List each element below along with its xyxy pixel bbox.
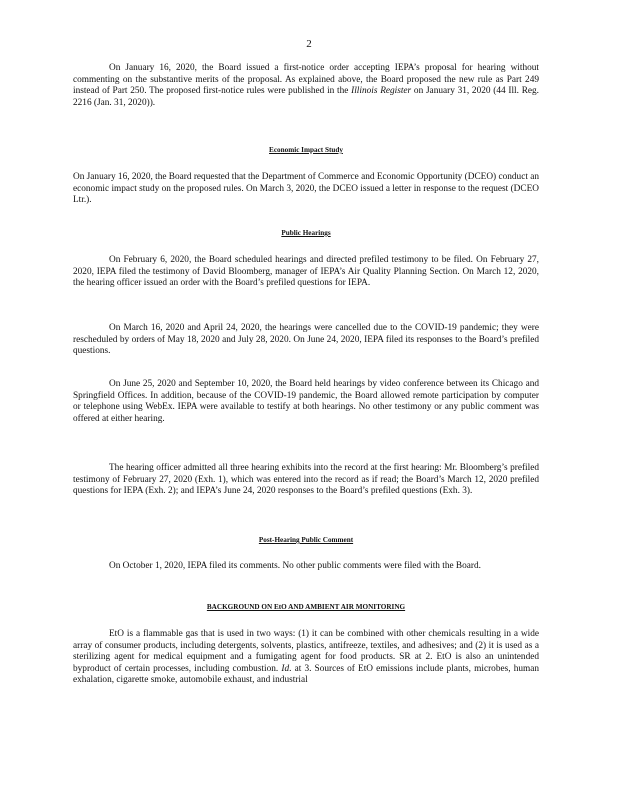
paragraph-eto-background-text-b: . at 3. Sources of EtO emissions include plants, microbes, human exhalation, cigarette smoke, automobile exhaust, and industrial [73, 663, 539, 686]
paragraph-economic-impact: On January 16, 2020, the Board requested that the Department of Commerce and Economic Opportunity (DCEO) conduct an economic impact study on the proposed rules. On March 3, 2020, the DCEO issued a letter in response to the request (DCEO Ltr.). [73, 172, 540, 206]
heading-public-hearings-text: Public Hearings [281, 229, 331, 237]
heading-economic-impact-study-text: Economic Impact Study [269, 146, 343, 154]
heading-background-eto-text: BACKGROUND ON EtO AND AMBIENT AIR MONITORING [206, 603, 406, 611]
paragraph-eto-background-text-a: EtO is a flammable gas that is used in two ways: (1) it can be combined with other chemicals resulting in a wide array of consumer products, including detergents, solvents, plastics, antifreeze, textiles, and adhesives; and (2) it is used as a sterilizing agent for medical equipment and a fumigating agent for food products. SR at 2. EtO is also an unintended byproduct of certain processes, including combustion. [73, 629, 539, 674]
paragraph-first-notice-text-a: On January 16, 2020, the Board issued a first-notice order accepting IEPA’s proposal for hearing without commenting on the substantive merits of the proposal. As explained above, the Board proposed the new rule as Part 249 instead of Part 250. The proposed first-notice rules were published in the [73, 63, 539, 97]
id-citation: Id [281, 663, 290, 674]
heading-public-hearings [73, 228, 539, 238]
paragraph-video-hearings: On June 25, 2020 and September 10, 2020, the Board held hearings by video conference between its Chicago and Springfield Offices. In addition, because of the COVID-19 pandemic, the Board allowed remote participation by computer or telephone using WebEx. IEPA were available to testify at both hearings. No other testimony or any public comment was offered at either hearing. [73, 379, 539, 424]
paragraph-scheduled-hearings: On February 6, 2020, the Board scheduled hearings and directed prefiled testimony to be filed. On February 27, 2020, IEPA filed the testimony of David Bloomberg, manager of IEPA’s Air Quality Planning Section. On March 12, 2020, the hearing officer issued an order with the Board’s prefiled questions for IEPA. [73, 255, 539, 289]
page-number: 2 [306, 38, 312, 50]
heading-post-hearing-public-comment [73, 535, 539, 545]
paragraph-iepa-comments: On October 1, 2020, IEPA filed its comments. No other public comments were filed with the Board. [109, 561, 481, 571]
paragraph-hearing-exhibits: The hearing officer admitted all three hearing exhibits into the record at the first hearing: Mr. Bloomberg’s prefiled testimony of February 27, 2020 (Exh. 1), which was entered into the record as if read; the Board’s March 12, 2020 prefiled questions for IEPA (Exh. 2); and IEPA’s June 24, 2020 responses to the Board’s prefiled questions (Exh. 3). [73, 463, 539, 497]
heading-background-eto [73, 602, 539, 612]
paragraph-first-notice [73, 63, 539, 109]
paragraph-hearings-cancelled: On March 16, 2020 and April 24, 2020, the hearings were cancelled due to the COVID-19 pandemic; they were rescheduled by orders of May 18, 2020 and July 28, 2020. On June 24, 2020, IEPA filed its responses to the Board’s prefiled questions. [73, 323, 539, 357]
illinois-register-citation: Illinois Register [351, 86, 412, 97]
paragraph-eto-background [73, 629, 539, 687]
heading-post-hearing-public-comment-text: Post-Hearing Public Comment [258, 536, 354, 544]
paragraph-first-notice-text-b: on January 31, 2020 (44 Ill. Reg. 2216 (Jan. 31, 2020)). [73, 86, 539, 108]
heading-economic-impact-study [73, 145, 539, 155]
